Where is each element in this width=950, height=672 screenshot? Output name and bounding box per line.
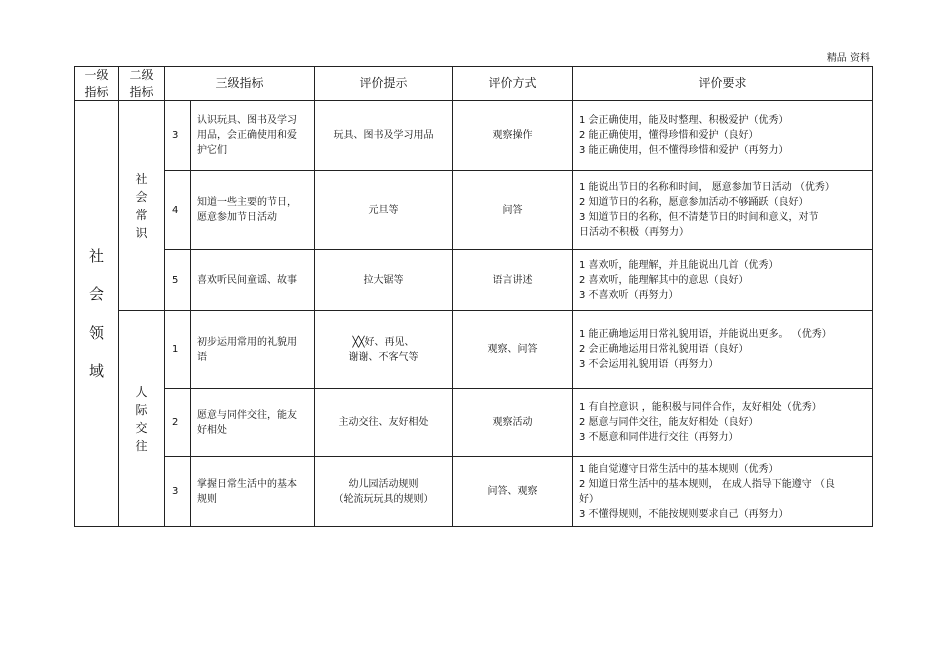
- method-cell: 观察操作: [453, 101, 573, 171]
- requirement-cell-line: 3 不喜欢听（再努力）: [579, 289, 679, 301]
- header-requirement: 评价要求: [573, 67, 873, 101]
- group-cell: [119, 101, 165, 311]
- table-row: [75, 389, 873, 457]
- indicator-cell-line: 初步运用常用的礼貌用: [197, 336, 297, 348]
- requirement-cell-line: 2 能正确使用，懂得珍惜和爱护（良好）: [579, 130, 759, 141]
- domain-cell-text: [75, 245, 118, 383]
- requirement-cell-line: 2 愿意与同伴交往，能友好相处（良好）: [579, 417, 759, 428]
- header-level2-line: 二级: [129, 68, 154, 83]
- requirement-cell-line: 2 知道节日的名称，愿意参加活动不够踊跃（良好）: [579, 197, 809, 208]
- indicator-cell-line: 规则: [197, 493, 217, 505]
- group-cell-char: 际: [135, 402, 148, 417]
- row-number: 3: [165, 457, 191, 527]
- domain-cell-char: 会: [88, 285, 104, 303]
- hint-cell: [315, 311, 453, 389]
- indicator-cell: [191, 171, 315, 250]
- indicator-cell-line: 知道一些主要的节日，: [197, 197, 297, 208]
- indicator-cell-line: 愿意参加节日活动: [197, 212, 277, 223]
- hint-cell-line: （轮流玩玩具的规则）: [333, 493, 434, 505]
- header-hint: 评价提示: [315, 67, 453, 101]
- method-cell: 问答、观察: [453, 457, 573, 527]
- indicator-cell: [191, 311, 315, 389]
- group-cell-char: 常: [135, 207, 148, 222]
- indicator-cell-line: 掌握日常生活中的基本: [197, 478, 297, 490]
- hint-cell: [315, 389, 453, 457]
- hint-cell-line: 元旦等: [368, 204, 399, 216]
- group-cell-char: 往: [135, 438, 148, 453]
- indicator-cell-line: 好相处: [197, 424, 227, 436]
- evaluation-table: [74, 66, 873, 527]
- requirement-cell: [573, 101, 873, 171]
- table-row: [75, 311, 873, 389]
- indicator-cell-line: 认识玩具、图书及学习: [197, 115, 297, 126]
- table-row: [75, 171, 873, 250]
- requirement-cell-line: 2 知道日常生活中的基本规则， 在成人指导下能遵守 （良: [579, 478, 835, 490]
- domain-cell: [75, 101, 119, 527]
- requirement-cell-line: 1 有自控意识 ，能积极与同伴合作，友好相处（优秀）: [579, 402, 822, 413]
- method-cell: 语言讲述: [453, 250, 573, 311]
- hint-cell: [315, 457, 453, 527]
- requirement-cell: [573, 311, 873, 389]
- group-cell-char: 人: [135, 384, 148, 399]
- indicator-cell-line: 护它们: [197, 145, 227, 156]
- indicator-cell: [191, 250, 315, 311]
- indicator-cell-line: 用品，会正确使用和爱: [197, 130, 297, 141]
- header-level2: [119, 67, 165, 101]
- header-level1-line: 一级: [84, 68, 109, 83]
- group-cell: [119, 311, 165, 527]
- group-cell-char: 社: [135, 171, 148, 186]
- hint-cell-line: 谢谢、不客气等: [348, 351, 419, 363]
- requirement-cell: [573, 457, 873, 527]
- requirement-cell-line: 3 不愿意和同伴进行交往（再努力）: [579, 432, 739, 443]
- domain-cell-char: 域: [88, 362, 104, 380]
- requirement-cell-line: 1 能自觉遵守日常生活中的基本规则（优秀）: [579, 463, 779, 475]
- requirement-cell: [573, 171, 873, 250]
- table-body: [75, 101, 873, 527]
- requirement-cell-line: 2 喜欢听，能理解其中的意思（良好）: [579, 274, 749, 286]
- row-number: 1: [165, 311, 191, 389]
- group-cell-char: 交: [135, 420, 148, 435]
- method-cell: 观察活动: [453, 389, 573, 457]
- domain-cell-char: 社: [88, 246, 104, 265]
- requirement-cell: [573, 250, 873, 311]
- row-number: 5: [165, 250, 191, 311]
- group-cell-text: [119, 170, 164, 242]
- hint-cell: [315, 171, 453, 250]
- indicator-cell-line: 语: [197, 351, 207, 363]
- group-cell-char: 识: [135, 225, 148, 240]
- indicator-cell: [191, 457, 315, 527]
- requirement-cell-line: 1 能说出节日的名称和时间， 愿意参加节日活动 （优秀）: [579, 182, 835, 193]
- requirement-cell-line: 3 能正确使用，但不懂得珍惜和爱护（再努力）: [579, 145, 789, 156]
- requirement-cell-line: 3 不会运用礼貌用语（再努力）: [579, 359, 719, 370]
- method-cell: 问答: [453, 171, 573, 250]
- header-level1-line: 指标: [84, 84, 109, 99]
- requirement-cell-line: 1 会正确使用，能及时整理、积极爱护（优秀）: [579, 115, 789, 126]
- requirement-cell-line: 好）: [579, 493, 600, 505]
- requirement-cell-line: 2 会正确地运用日常礼貌用语（良好）: [579, 344, 749, 355]
- requirement-cell-line: 3 不懂得规则，不能按规则要求自己（再努力）: [579, 508, 789, 520]
- header-row: [75, 67, 873, 101]
- header-note: 精品 资料: [826, 53, 870, 64]
- table-row: [75, 101, 873, 171]
- row-number: 4: [165, 171, 191, 250]
- row-number: 2: [165, 389, 191, 457]
- table-row: [75, 457, 873, 527]
- hint-cell-line: 主动交往、友好相处: [338, 417, 429, 428]
- group-cell-char: 会: [135, 189, 148, 204]
- header-level3: 三级指标: [165, 67, 315, 101]
- indicator-cell: [191, 101, 315, 171]
- header-level2-line: 指标: [129, 84, 154, 99]
- header-method: 评价方式: [453, 67, 573, 101]
- row-number: 3: [165, 101, 191, 171]
- hint-cell-line: 幼儿园活动规则: [348, 478, 419, 490]
- hint-cell-line: 玩具、图书及学习用品: [333, 130, 434, 141]
- hint-cell-line: ╳╳好、再见、: [352, 336, 415, 348]
- requirement-cell-line: 3 知道节日的名称，但不清楚节日的时间和意义，对节: [579, 212, 819, 223]
- indicator-cell-line: 喜欢听民间童谣、故事: [197, 274, 297, 286]
- domain-cell-char: 领: [88, 323, 104, 342]
- hint-cell: [315, 250, 453, 311]
- indicator-cell: [191, 389, 315, 457]
- requirement-cell-line: 1 能正确地运用日常礼貌用语，并能说出更多。 （优秀）: [579, 329, 832, 340]
- requirement-cell-line: 日活动不积极（再努力）: [579, 227, 690, 238]
- header-level1: [75, 67, 119, 101]
- indicator-cell-line: 愿意与同伴交往，能友: [197, 409, 297, 421]
- hint-cell: [315, 101, 453, 171]
- table-row: [75, 250, 873, 311]
- method-cell: 观察、问答: [453, 311, 573, 389]
- requirement-cell: [573, 389, 873, 457]
- hint-cell-line: 拉大锯等: [363, 274, 404, 286]
- group-cell-text: [119, 383, 164, 455]
- requirement-cell-line: 1 喜欢听，能理解，并且能说出几首（优秀）: [579, 259, 779, 271]
